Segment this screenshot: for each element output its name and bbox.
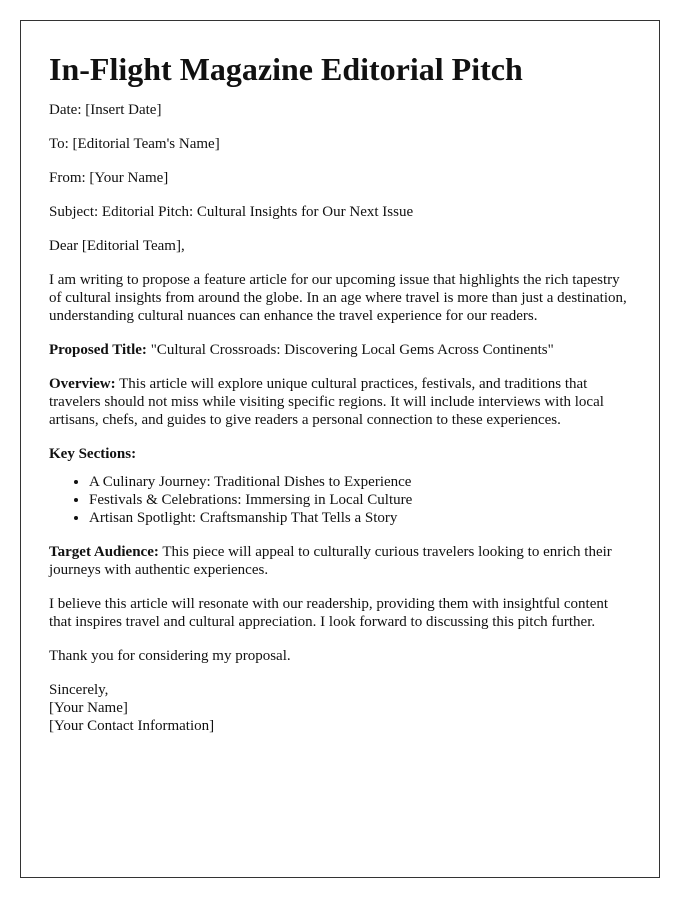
sign-off: Sincerely,	[49, 682, 109, 698]
proposed-title-paragraph	[49, 341, 631, 359]
list-item: • Artisan Spotlight: Craftsmanship That Tells a Story	[89, 509, 631, 527]
key-sections-label: Key Sections:	[49, 446, 137, 462]
belief-paragraph: I believe this article will resonate with our readership, providing them with insightful content that inspires travel and cultural appreciation. I look forward to discussing this pitch further.	[49, 596, 609, 630]
overview-text: This article will explore unique cultural practices, festivals, and traditions that travelers should not miss while visiting specific regions. It will include interviews with local artisans, chefs, and guides to give readers a personal connection to these experiences.	[49, 376, 604, 428]
overview-paragraph	[49, 375, 631, 429]
overview-label: Overview:	[49, 376, 116, 392]
target-audience-text: This piece will appeal to culturally curious travelers looking to enrich their journeys with authentic experiences.	[49, 544, 612, 578]
target-audience-label: Target Audience:	[49, 544, 159, 560]
intro-paragraph: I am writing to propose a feature article for our upcoming issue that highlights the rich tapestry of cultural insights from around the globe. In an age where travel is more than just a destination, understanding cultural nuances can enhance the travel experience for our readers.	[49, 272, 627, 324]
list-item: • A Culinary Journey: Traditional Dishes to Experience	[89, 473, 631, 491]
proposed-title-text: "Cultural Crossroads: Discovering Local Gems Across Continents"	[146, 342, 554, 358]
page-title: In-Flight Magazine Editorial Pitch	[49, 51, 523, 87]
target-audience-paragraph	[49, 543, 631, 579]
from-line: From: [Your Name]	[49, 170, 169, 186]
thanks-paragraph: Thank you for considering my proposal.	[49, 648, 291, 664]
list-item: • Festivals & Celebrations: Immersing in Local Culture	[89, 491, 631, 509]
closing-block	[49, 681, 631, 735]
key-sections-list	[49, 473, 631, 527]
letter-page	[20, 20, 660, 878]
signer-name: [Your Name]	[49, 700, 128, 716]
date-line: Date: [Insert Date]	[49, 102, 162, 118]
signer-contact: [Your Contact Information]	[49, 718, 215, 734]
salutation: Dear [Editorial Team],	[49, 238, 185, 254]
subject-line: Subject: Editorial Pitch: Cultural Insights for Our Next Issue	[49, 204, 414, 220]
to-line: To: [Editorial Team's Name]	[49, 136, 220, 152]
proposed-title-label: Proposed Title:	[49, 342, 147, 358]
key-sections-heading	[49, 445, 631, 463]
